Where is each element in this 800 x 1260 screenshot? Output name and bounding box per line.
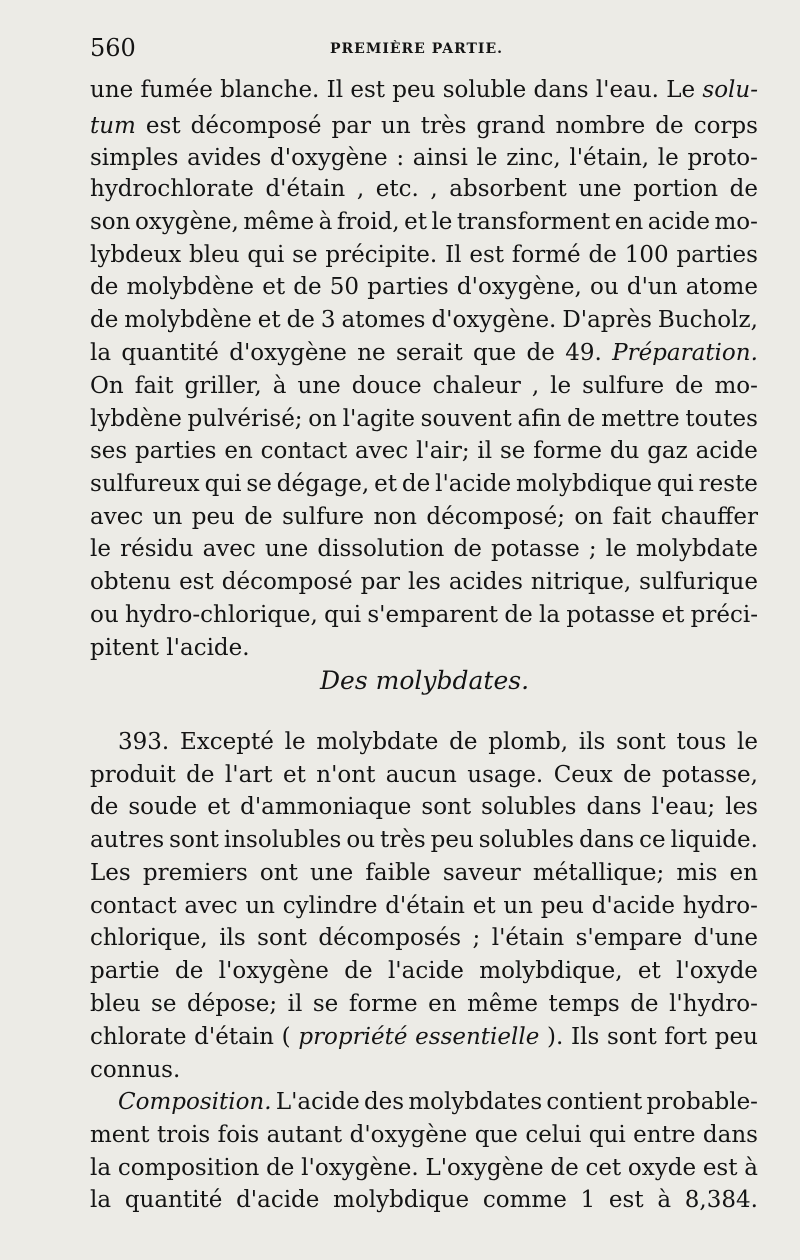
running-head: PREMIÈRE PARTIE. [330, 41, 504, 57]
text-line: ses parties en contact avec l'air; il se forme du gaz acide [90, 438, 758, 464]
text-line: connus. [90, 1057, 181, 1083]
text-line: pitent l'acide. [90, 635, 250, 661]
text-line: la quantité d'acide molybdique comme 1 est à 8,384. [90, 1187, 758, 1213]
text-line: ou hydro-chlorique, qui s'emparent de la potasse et préci- [90, 602, 758, 628]
text-line: Les premiers ont une faible saveur métallique; mis en [90, 860, 758, 886]
text-line: lybdeux bleu qui se précipite. Il est formé de 100 parties [90, 242, 758, 268]
text-line: lybdène pulvérisé; on l'agite souvent afin de mettre toutes [90, 406, 758, 432]
text-line: de molybdène et de 50 parties d'oxygène, ou d'un atome [90, 274, 758, 300]
text-line: hydrochlorate d'étain , etc. , absorbent une portion de [90, 176, 758, 202]
page-header [90, 34, 504, 64]
text-line: sulfureux qui se dégage, et de l'acide molybdique qui reste [90, 471, 758, 497]
text-line: une fumée blanche. Il est peu soluble dans l'eau. Le solu- [90, 77, 758, 103]
text-line: de soude et d'ammoniaque sont solubles dans l'eau; les [90, 794, 758, 820]
text-line: chlorate d'étain ( propriété essentielle ). Ils sont fort peu [90, 1024, 758, 1050]
text-line: bleu se dépose; il se forme en même temps de l'hydro- [90, 991, 758, 1017]
text-line: obtenu est décomposé par les acides nitrique, sulfurique [90, 569, 758, 595]
text-line: tum est décomposé par un très grand nombre de corps [90, 113, 758, 139]
section-heading: Des molybdates. [320, 666, 530, 695]
text-line: le résidu avec une dissolution de potasse ; le molybdate [90, 536, 758, 562]
text-line: autres sont insolubles ou très peu solubles dans ce liquide. [90, 827, 758, 853]
text-line: Composition. L'acide des molybdates contient probable- [118, 1089, 758, 1115]
text-line: de molybdène et de 3 atomes d'oxygène. D'après Bucholz, [90, 307, 758, 333]
text-line: avec un peu de sulfure non décomposé; on fait chauffer [90, 504, 758, 530]
text-line: la quantité d'oxygène ne serait que de 49. Préparation. [90, 340, 758, 366]
text-line: chlorique, ils sont décomposés ; l'étain s'empare d'une [90, 925, 758, 951]
text-line: produit de l'art et n'ont aucun usage. Ceux de potasse, [90, 762, 758, 788]
page-number: 560 [90, 34, 136, 62]
text-line: simples avides d'oxygène : ainsi le zinc, l'étain, le proto- [90, 145, 758, 171]
text-line: On fait griller, à une douce chaleur , le sulfure de mo- [90, 373, 758, 399]
text-line: la composition de l'oxygène. L'oxygène de cet oxyde est à [90, 1155, 758, 1181]
text-line: contact avec un cylindre d'étain et un peu d'acide hydro- [90, 893, 758, 919]
text-line: son oxygène, même à froid, et le transforment en acide mo- [90, 209, 758, 235]
text-line: ment trois fois autant d'oxygène que celui qui entre dans [90, 1122, 758, 1148]
text-line: partie de l'oxygène de l'acide molybdique, et l'oxyde [90, 958, 758, 984]
text-line: 393. Excepté le molybdate de plomb, ils sont tous le [118, 729, 758, 755]
